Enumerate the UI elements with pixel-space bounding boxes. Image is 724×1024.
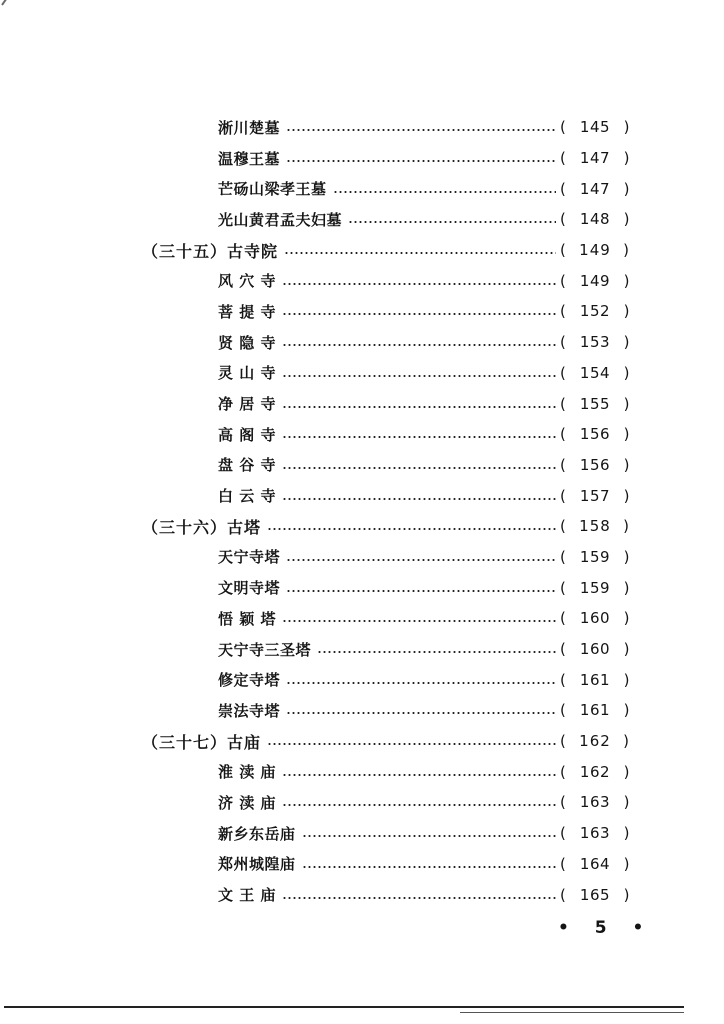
- toc-entry-title: 济 渎 庙: [218, 793, 276, 812]
- toc-entry: [0, 358, 724, 389]
- toc-entry-title: 修定寺塔: [218, 671, 281, 690]
- toc-page-number: 155: [579, 394, 611, 413]
- paren-close: ): [623, 486, 630, 505]
- toc-leader-dots: [286, 128, 556, 132]
- toc-entry-page: [560, 456, 630, 474]
- toc-page-number: 145: [579, 118, 611, 137]
- toc-leader-dots: [282, 282, 556, 286]
- paren-close: ): [623, 640, 630, 659]
- toc-entry-title: 光山黄君孟夫妇墓: [218, 210, 343, 229]
- paren-close: ): [623, 333, 630, 352]
- paren-open: (: [560, 547, 567, 566]
- toc-entry-title: 郑州城隍庙: [218, 855, 296, 874]
- toc-entry: [0, 818, 724, 849]
- toc-page-number: 149: [579, 241, 611, 260]
- toc-page-number: 162: [579, 732, 611, 751]
- toc-entry: [0, 542, 724, 573]
- toc-leader-dots: [286, 558, 556, 562]
- toc-entry-title: 白 云 寺: [218, 487, 276, 506]
- toc-leader-dots: [282, 619, 556, 623]
- toc-entry-title: 新乡东岳庙: [218, 824, 296, 843]
- paren-open: (: [560, 149, 567, 168]
- toc-leader-dots: [267, 527, 556, 531]
- scan-corner-mark: [1, 0, 11, 6]
- toc-entry-title: 天宁寺塔: [218, 548, 281, 567]
- toc-entry-page: [560, 855, 630, 873]
- toc-section-entry: [0, 511, 724, 542]
- toc-leader-dots: [286, 681, 556, 685]
- toc-page-number: 147: [579, 179, 611, 198]
- toc-leader-dots: [282, 497, 556, 501]
- toc-entry: [0, 388, 724, 419]
- toc-section-entry: [0, 235, 724, 266]
- toc-entry-page: [560, 149, 630, 167]
- toc-entry-title: 温穆王墓: [218, 149, 281, 168]
- paren-close: ): [623, 425, 630, 444]
- toc-leader-dots: [282, 773, 556, 777]
- toc-entry: [0, 879, 724, 910]
- toc-page-number: 160: [579, 609, 611, 628]
- toc-leader-dots: [282, 405, 556, 409]
- toc-leader-dots: [282, 343, 556, 347]
- toc-entry-page: [560, 701, 630, 719]
- paren-open: (: [560, 732, 567, 751]
- toc-section-entry: [0, 726, 724, 757]
- toc-leader-dots: [302, 834, 556, 838]
- toc-entry-page: [560, 640, 630, 658]
- paren-close: ): [623, 854, 630, 873]
- paren-open: (: [560, 363, 567, 382]
- paren-close: ): [623, 455, 630, 474]
- paren-open: (: [560, 302, 567, 321]
- toc-page-number: 154: [579, 363, 611, 382]
- toc-entry-page: [560, 824, 630, 842]
- toc-entry-page: [560, 395, 630, 413]
- toc-entry: [0, 296, 724, 327]
- paren-close: ): [623, 271, 630, 290]
- toc-entry: [0, 849, 724, 880]
- toc-page-number: 153: [579, 333, 611, 352]
- toc-entry-page: [560, 886, 630, 904]
- paren-open: (: [560, 885, 567, 904]
- paren-close: ): [623, 149, 630, 168]
- toc-leader-dots: [282, 435, 556, 439]
- paren-close: ): [623, 701, 630, 720]
- toc-entry-title: 天宁寺三圣塔: [218, 640, 312, 659]
- toc-page-number: 161: [579, 701, 611, 720]
- paren-open: (: [560, 640, 567, 659]
- toc-page-number: 160: [579, 640, 611, 659]
- toc-entry-title: 文 王 庙: [218, 886, 276, 905]
- toc-entry: [0, 572, 724, 603]
- toc-entry-page: [560, 272, 630, 290]
- toc-page-number: 163: [579, 824, 611, 843]
- toc-page-number: 159: [579, 547, 611, 566]
- paren-open: (: [560, 609, 567, 628]
- toc-entry-page: [560, 333, 630, 351]
- paren-open: (: [560, 425, 567, 444]
- paren-close: ): [623, 762, 630, 781]
- toc-entry-page: [560, 364, 630, 382]
- toc-leader-dots: [333, 190, 556, 194]
- toc-entry-page: [560, 793, 630, 811]
- toc-page-number: 157: [579, 486, 611, 505]
- toc-entry-page: [560, 579, 630, 597]
- paren-open: (: [560, 333, 567, 352]
- paren-open: (: [560, 578, 567, 597]
- toc-leader-dots: [282, 896, 556, 900]
- paren-close: ): [623, 394, 630, 413]
- toc-entry-title: 盘 谷 寺: [218, 456, 276, 475]
- paren-close: ): [623, 302, 630, 321]
- toc-page-number: 162: [579, 762, 611, 781]
- paren-open: (: [560, 517, 567, 536]
- toc-entry-page: [560, 609, 630, 627]
- toc-page-number: 149: [579, 271, 611, 290]
- toc-entry: [0, 634, 724, 665]
- toc-page-number: 152: [579, 302, 611, 321]
- paren-open: (: [560, 179, 567, 198]
- toc-page-number: 156: [579, 425, 611, 444]
- toc-entry-title: 悟 颖 塔: [218, 609, 276, 628]
- page-number: • 5 •: [558, 918, 654, 938]
- toc-entry-title: 风 穴 寺: [218, 272, 276, 291]
- paren-open: (: [560, 118, 567, 137]
- toc-leader-dots: [284, 251, 556, 255]
- toc-entry-title: 贤 隐 寺: [218, 333, 276, 352]
- toc-entry: [0, 173, 724, 204]
- paren-open: (: [560, 762, 567, 781]
- toc-entry-page: [560, 517, 630, 535]
- toc-leader-dots: [282, 466, 556, 470]
- toc-entry-page: [560, 210, 630, 228]
- toc-leader-dots: [282, 803, 556, 807]
- toc-entry-page: [560, 548, 630, 566]
- bottom-rule-secondary: [460, 1012, 684, 1013]
- toc-entry-title: 高 阁 寺: [218, 425, 276, 444]
- toc-entry-title: 崇法寺塔: [218, 701, 281, 720]
- toc-page-number: 156: [579, 455, 611, 474]
- paren-close: ): [623, 118, 630, 137]
- toc-entry-page: [560, 763, 630, 781]
- toc-entry-title: 灵 山 寺: [218, 364, 276, 383]
- paren-close: ): [623, 824, 630, 843]
- paren-close: ): [623, 885, 630, 904]
- paren-close: ): [623, 670, 630, 689]
- toc-entry: [0, 603, 724, 634]
- paren-open: (: [560, 670, 567, 689]
- paren-close: ): [623, 363, 630, 382]
- toc-leader-dots: [286, 711, 556, 715]
- paren-close: ): [623, 179, 630, 198]
- toc-entry: [0, 756, 724, 787]
- toc-entry: [0, 265, 724, 296]
- toc-leader-dots: [286, 589, 556, 593]
- toc-entry-page: [560, 118, 630, 136]
- toc-entry: [0, 204, 724, 235]
- toc-leader-dots: [348, 220, 556, 224]
- toc-leader-dots: [317, 650, 556, 654]
- toc-leader-dots: [267, 742, 556, 746]
- toc-entry-page: [560, 487, 630, 505]
- toc-leader-dots: [282, 312, 556, 316]
- paren-close: ): [623, 547, 630, 566]
- toc-leader-dots: [302, 865, 556, 869]
- toc-entry: [0, 143, 724, 174]
- paren-open: (: [560, 854, 567, 873]
- paren-close: ): [623, 210, 630, 229]
- toc-entry: [0, 419, 724, 450]
- paren-close: ): [623, 732, 630, 751]
- toc-entry-title: 净 居 寺: [218, 395, 276, 414]
- toc-entry: [0, 787, 724, 818]
- paren-open: (: [560, 793, 567, 812]
- toc-entry-page: [560, 671, 630, 689]
- paren-open: (: [560, 486, 567, 505]
- paren-open: (: [560, 210, 567, 229]
- toc-page-number: 159: [579, 578, 611, 597]
- toc-entry: [0, 664, 724, 695]
- toc-entry: [0, 112, 724, 143]
- toc-entry-page: [560, 180, 630, 198]
- toc-entry: [0, 695, 724, 726]
- toc-entry-title: 淅川楚墓: [218, 118, 281, 137]
- paren-close: ): [623, 517, 630, 536]
- toc-entry: [0, 450, 724, 481]
- paren-open: (: [560, 241, 567, 260]
- paren-open: (: [560, 824, 567, 843]
- toc-page-number: 158: [579, 517, 611, 536]
- toc-page-number: 161: [579, 670, 611, 689]
- toc-page-number: 165: [579, 885, 611, 904]
- paren-close: ): [623, 578, 630, 597]
- paren-close: ): [623, 241, 630, 260]
- toc-leader-dots: [282, 374, 556, 378]
- toc-entry-title: 菩 提 寺: [218, 302, 276, 321]
- toc-entry-title: 淮 渎 庙: [218, 763, 276, 782]
- toc-page-number: 163: [579, 793, 611, 812]
- bottom-rule: [4, 1006, 684, 1008]
- toc-entry-title: 文明寺塔: [218, 579, 281, 598]
- table-of-contents: [0, 112, 724, 910]
- toc-entry-title: （三十五）古寺院: [142, 241, 279, 261]
- toc-page-number: 147: [579, 149, 611, 168]
- paren-close: ): [623, 609, 630, 628]
- toc-page-number: 148: [579, 210, 611, 229]
- toc-entry-title: （三十六）古塔: [142, 517, 262, 537]
- toc-entry-page: [560, 425, 630, 443]
- toc-entry-title: 芒砀山梁孝王墓: [218, 180, 327, 199]
- paren-open: (: [560, 271, 567, 290]
- toc-leader-dots: [286, 159, 556, 163]
- paren-open: (: [560, 394, 567, 413]
- toc-entry: [0, 480, 724, 511]
- toc-entry-title: （三十七）古庙: [142, 732, 262, 752]
- toc-entry-page: [560, 241, 630, 259]
- toc-page-number: 164: [579, 854, 611, 873]
- toc-entry-page: [560, 732, 630, 750]
- paren-open: (: [560, 455, 567, 474]
- toc-entry: [0, 327, 724, 358]
- paren-open: (: [560, 701, 567, 720]
- paren-close: ): [623, 793, 630, 812]
- toc-entry-page: [560, 302, 630, 320]
